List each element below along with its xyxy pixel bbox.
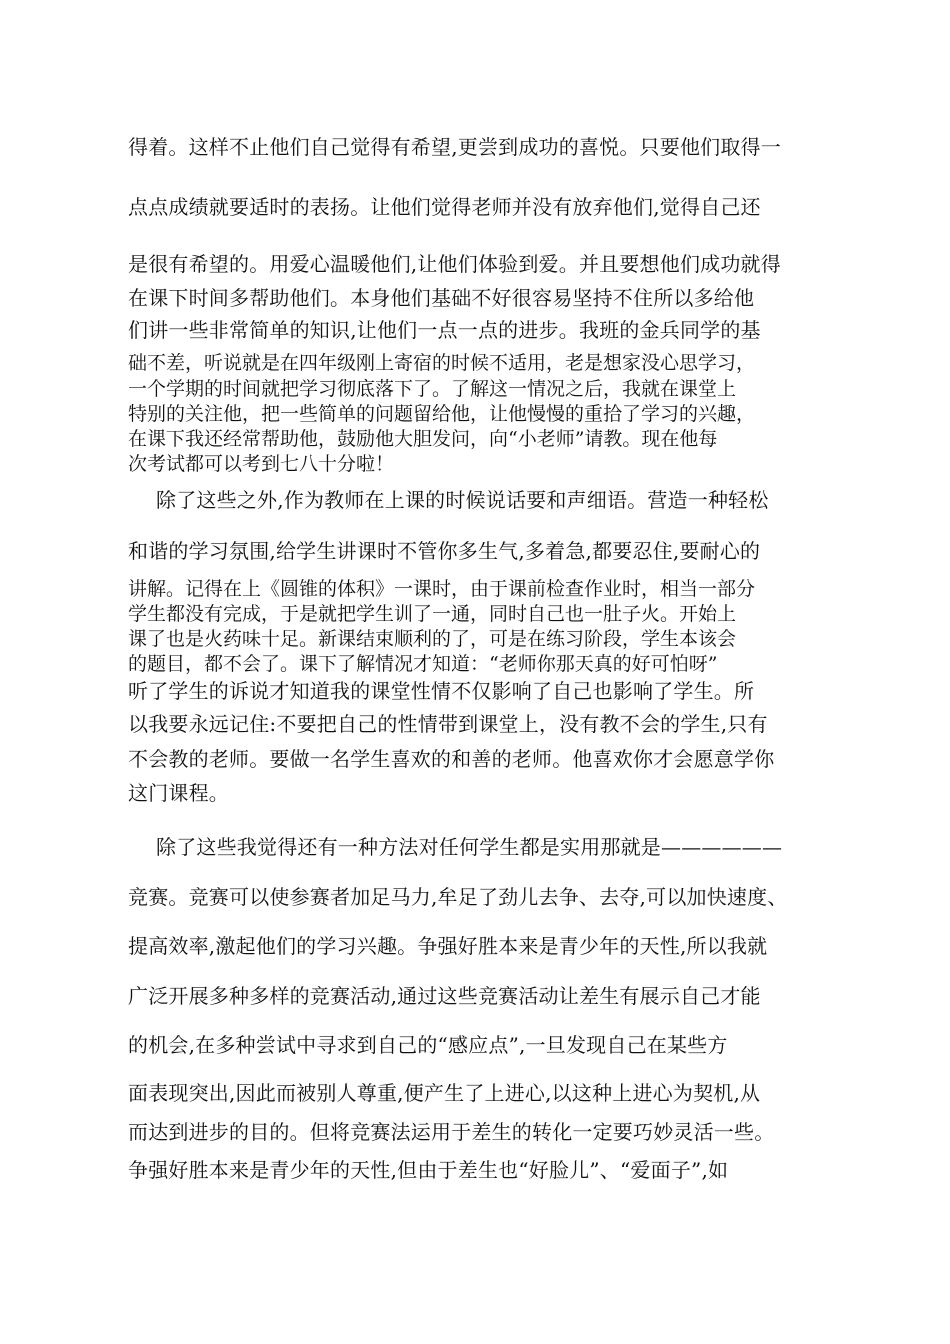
text-line: 除了这些之外,作为教师在上课的时候说话要和声细语。营造一种轻松 <box>156 488 769 512</box>
text-line: 面表现突出,因此而被别人尊重,便产生了上进心,以这种上进心为契机,从 <box>128 1081 761 1105</box>
text-line: 的机会,在多种尝试中寻求到自己的“感应点”,一旦发现自己在某些方 <box>128 1033 728 1057</box>
text-line: 讲解。记得在上《圆锥的体积》一课时，由于课前检查作业时，相当一部分 <box>128 578 756 600</box>
text-line: 争强好胜本来是青少年的天性,但由于差生也“好脸儿”、“爱面子”,如 <box>128 1158 729 1182</box>
text-line: 在课下我还经常帮助他，鼓励他大胆发问，向“小老师”请教。现在他每 <box>128 428 718 450</box>
text-line: 的题目，都不会了。课下了解情况才知道：“老师你那天真的好可怕呀” <box>128 653 718 675</box>
text-line: 得着。这样不止他们自己觉得有希望,更尝到成功的喜悦。只要他们取得一 <box>128 135 781 159</box>
text-line: 除了这些我觉得还有一种方法对任何学生都是实用那就是—————— <box>156 835 783 859</box>
text-line: 特别的关注他，把一些简单的问题留给他，让他慢慢的重拾了学习的兴趣， <box>128 403 756 425</box>
text-line: 一个学期的时间就把学习彻底落下了。了解这一情况之后，我就在课堂上 <box>128 378 737 400</box>
text-line: 提高效率,激起他们的学习兴趣。争强好胜本来是青少年的天性,所以我就 <box>128 934 768 958</box>
text-line: 这门课程。 <box>128 781 229 805</box>
text-line: 点点成绩就要适时的表扬。让他们觉得老师并没有放弃他们,觉得自己还 <box>128 195 761 219</box>
text-line: 们讲一些非常简单的知识,让他们一点一点的进步。我班的金兵同学的基 <box>128 318 761 342</box>
text-line: 不会教的老师。要做一名学生喜欢的和善的老师。他喜欢你才会愿意学你 <box>128 747 775 771</box>
text-line: 听了学生的诉说才知道我的课堂性情不仅影响了自己也影响了学生。所 <box>128 679 755 703</box>
text-line: 在课下时间多帮助他们。本身他们基础不好很容易坚持不住所以多给他 <box>128 286 755 310</box>
text-line: 次考试都可以考到七八十分啦！ <box>128 453 395 475</box>
text-line: 以我要永远记住:不要把自己的性情带到课堂上，没有教不会的学生,只有 <box>128 712 768 736</box>
text-line: 竞赛。竞赛可以使参赛者加足马力,牟足了劲儿去争、去夺,可以加快速度、 <box>128 885 788 909</box>
text-line: 和谐的学习氛围,给学生讲课时不管你多生气,多着急,都要忍住,要耐心的 <box>128 539 761 563</box>
text-line: 广泛开展多种多样的竞赛活动,通过这些竞赛活动让差生有展示自己才能 <box>128 984 761 1008</box>
text-line: 础不差，听说就是在四年级刚上寄宿的时候不适用，老是想家没心思学习， <box>128 352 756 374</box>
text-line: 学生都没有完成，于是就把学生训了一通，同时自己也一肚子火。开始上 <box>128 603 737 625</box>
text-line: 是很有希望的。用爱心温暖他们,让他们体验到爱。并且要想他们成功就得 <box>128 252 781 276</box>
text-line: 课了也是火药味十足。新课结束顺利的了，可是在练习阶段，学生本该会 <box>128 628 737 650</box>
text-line: 而达到进步的目的。但将竞赛法运用于差生的转化一定要巧妙灵活一些。 <box>128 1120 775 1144</box>
